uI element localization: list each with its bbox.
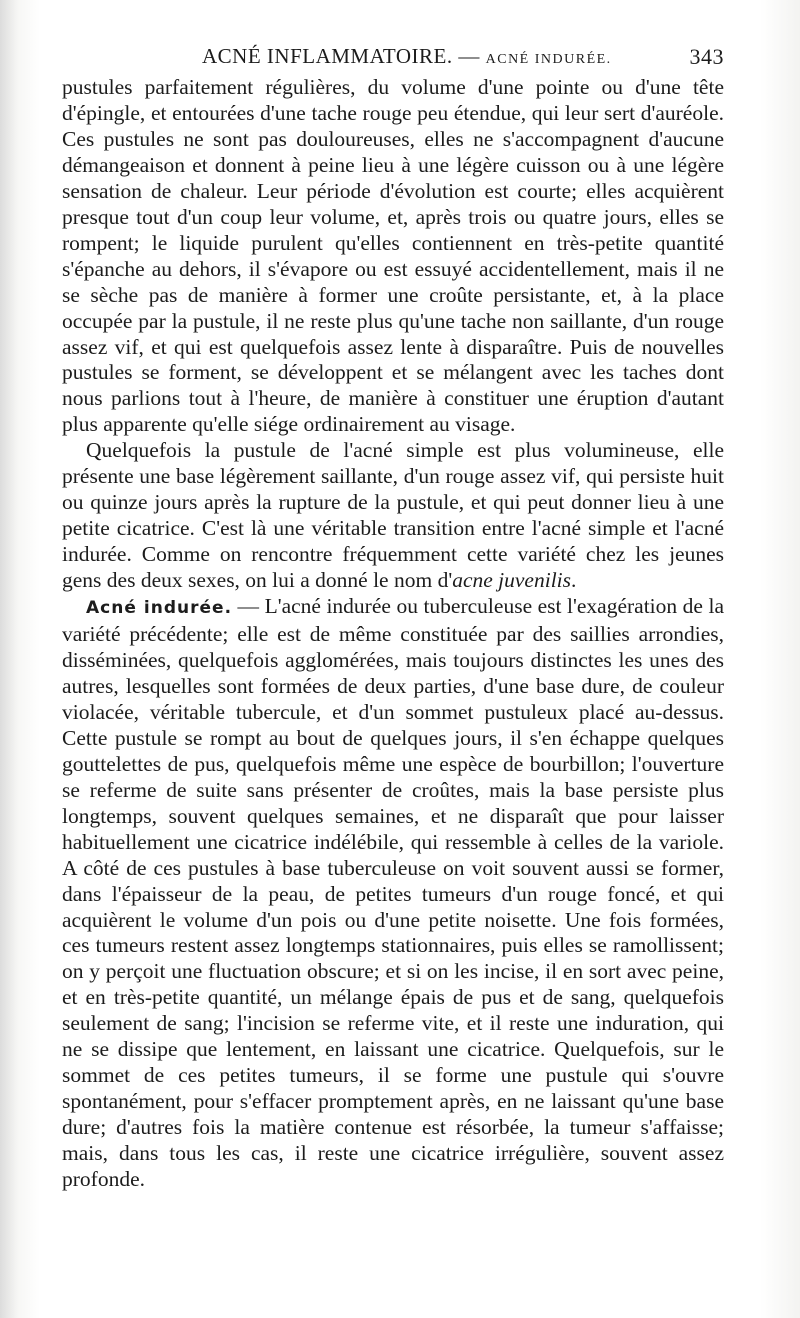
chapter-title: ACNÉ INFLAMMATOIRE. [202, 44, 453, 68]
paragraph-2 [62, 438, 724, 594]
paragraph-1: pustules parfaitement régulières, du volume d'une pointe ou d'une tête d'épingle, et entourées d'une tache rouge peu étendue, qui leur sert d'auréole. Ces pustules ne sont pas douloureuses, elles ne s'accompagnent d'aucune démangeaison et donnent à peine lieu à une légère cuisson ou à une légère sensation de chaleur. Leur période d'évolution est courte; elles acquièrent presque tout d'un coup leur volume, et, après trois ou quatre jours, elles se rompent; le liquide purulent qu'elles contiennent en très-petite quantité s'épanche au dehors, il s'évapore ou est essuyé accidentellement, mais il ne se sèche pas de manière à former une croûte persistante, et, à la place occupée par la pustule, il ne reste plus qu'une tache non saillante, d'un rouge assez vif, et qui est quelquefois assez lente à disparaître. Puis de nouvelles pustules se forment, se développent et se mélangent avec les taches dont nous parlions tout à l'heure, de manière à constituer une éruption d'autant plus apparente qu'elle siége ordinairement au visage. [62, 75, 724, 437]
paragraph-3-text: L'acné indurée ou tuberculeuse est l'exagération de la variété précédente; elle est de même constituée par des saillies arrondies, disséminées, quelquefois agglomérées, mais toujours distinctes les unes des autres, lesquelles sont formées de deux parties, d'une base dure, de couleur violacée, véritable tubercule, et d'un sommet pustuleux placé au-dessus. Cette pustule se rompt au bout de quelques jours, il s'en échappe quelques gouttelettes de pus, quelquefois même une espèce de bourbillon; l'ouverture se referme de suite sans présenter de croûtes, mais la base persiste plus longtemps, souvent quelques semaines, et ne disparaît que pour laisser habituellement une cicatrice indélébile, qui ressemble à celles de la variole. A côté de ces pustules à base tuberculeuse on voit souvent aussi se former, dans l'épaisseur de la peau, de petites tumeurs d'un rouge foncé, et qui acquièrent le volume d'un pois ou d'une petite noisette. Une fois formées, ces tumeurs restent assez longtemps stationnaires, puis elles se ramollissent; on y perçoit une fluctuation obscure; et si on les incise, il en sort avec peine, et en très-petite quantité, un mélange épais de pus et de sang, quelquefois seulement de sang; l'incision se referme vite, et il reste une induration, qui ne se dissipe que lentement, en laissant une cicatrice. Quelquefois, sur le sommet de ces petites tumeurs, il se forme une pustule qui s'ouvre spontanément, pour s'effacer promptement après, en ne laissant qu'une base dure; d'autres fois la matière contenue est résorbée, la tumeur s'affaisse; mais, dans tous les cas, il reste une cicatrice irrégulière, souvent assez profonde. [62, 594, 724, 1192]
paragraph-2-end: . [571, 568, 577, 593]
acne-induree-heading: Acné indurée. [86, 598, 233, 619]
acne-juvenilis-term: acne juvenilis [452, 568, 572, 593]
title-separator: — [452, 44, 486, 68]
running-title [202, 44, 612, 69]
heading-dash: — [232, 594, 265, 619]
paragraph-2-text: Quelquefois la pustule de l'acné simple est plus volumineuse, elle présente une base légèrement saillante, d'un rouge assez vif, qui persiste huit ou quinze jours après la rupture de la pustule, et qui peut donner lieu à une petite cicatrice. C'est là une véritable transition entre l'acné simple et l'acné indurée. Comme on rencontre fréquemment cette variété chez les jeunes gens des deux sexes, on lui a donné le nom d' [62, 438, 724, 593]
page-header [62, 44, 724, 74]
section-subtitle: ACNÉ INDURÉE. [485, 52, 612, 67]
page-number: 343 [689, 44, 724, 69]
paragraph-3 [62, 594, 724, 1193]
body-text [62, 75, 724, 1193]
